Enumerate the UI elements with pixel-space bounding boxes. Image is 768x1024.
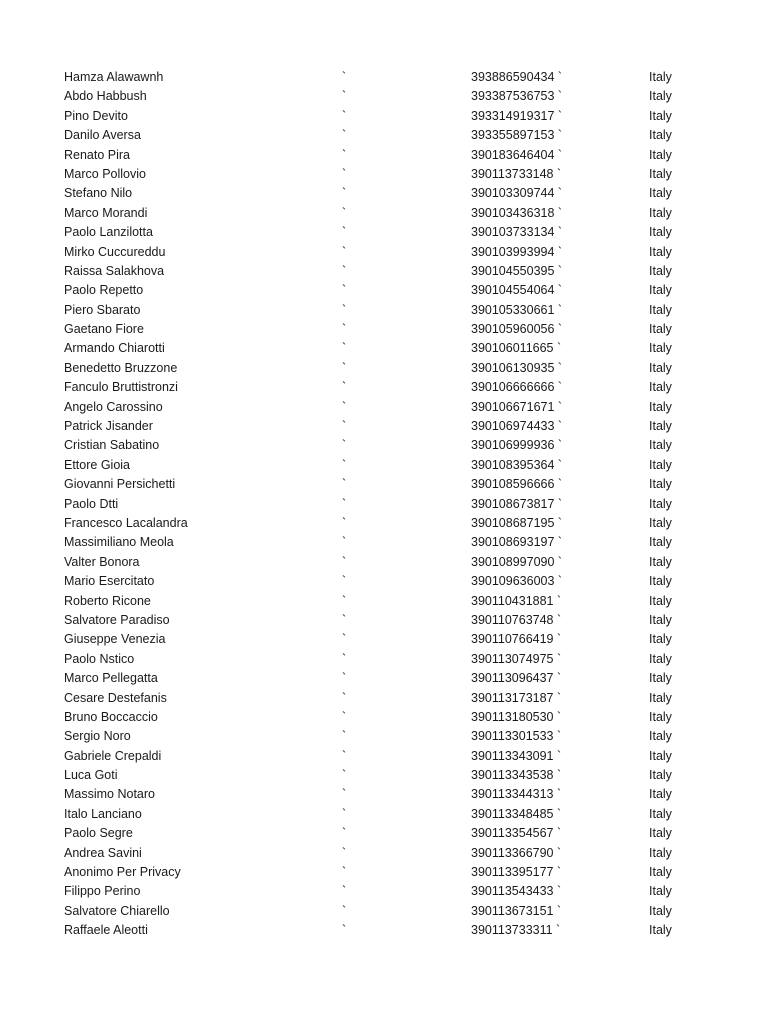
country: Italy <box>649 302 672 317</box>
country: Italy <box>649 806 672 821</box>
list-item <box>0 184 768 203</box>
contact-name: Paolo Dtti <box>64 496 119 511</box>
contact-name: Paolo Segre <box>64 826 133 841</box>
list-item <box>0 339 768 358</box>
list-item <box>0 727 768 746</box>
contact-name: Bruno Boccaccio <box>64 709 158 724</box>
phone-number: 390104550395 ` <box>471 263 563 278</box>
phone-number: 390113673151 ` <box>471 903 562 918</box>
separator-mark: ` <box>342 419 347 434</box>
separator-mark: ` <box>342 826 347 841</box>
phone-number: 390113733311 ` <box>471 923 561 938</box>
phone-number: 390113543433 ` <box>471 884 562 899</box>
contact-name: Raissa Salakhova <box>64 263 165 278</box>
separator-mark: ` <box>342 108 347 123</box>
phone-number: 393886590434 ` <box>471 70 563 84</box>
contact-name: Hamza Alawawnh <box>64 70 164 84</box>
country: Italy <box>649 186 672 201</box>
contact-name: Marco Pollovio <box>64 166 146 181</box>
list-item <box>0 863 768 882</box>
list-item <box>0 456 768 475</box>
contact-name: Ettore Gioia <box>64 457 131 472</box>
contact-name: Danilo Aversa <box>64 128 141 143</box>
list-item <box>0 301 768 320</box>
country: Italy <box>649 535 672 550</box>
phone-number: 390108673817 ` <box>471 496 563 511</box>
separator-mark: ` <box>342 865 347 880</box>
country: Italy <box>649 89 672 104</box>
country: Italy <box>649 865 672 880</box>
list-item <box>0 805 768 824</box>
separator-mark: ` <box>342 263 347 278</box>
list-item <box>0 475 768 494</box>
country: Italy <box>649 70 672 84</box>
country: Italy <box>649 574 672 589</box>
phone-number: 390103436318 ` <box>471 205 563 220</box>
separator-mark: ` <box>342 768 347 783</box>
country: Italy <box>649 457 672 472</box>
list-item <box>0 204 768 223</box>
country: Italy <box>649 748 672 763</box>
contact-name: Massimo Notaro <box>64 787 155 802</box>
contact-name: Italo Lanciano <box>64 806 142 821</box>
separator-mark: ` <box>342 923 347 938</box>
country: Italy <box>649 729 672 744</box>
phone-number: 390108997090 ` <box>471 554 563 569</box>
phone-number: 390106666666 ` <box>471 380 563 395</box>
list-item <box>0 766 768 785</box>
list-item <box>0 68 768 87</box>
contact-list <box>0 68 768 941</box>
country: Italy <box>649 845 672 860</box>
list-item <box>0 378 768 397</box>
separator-mark: ` <box>342 787 347 802</box>
list-item <box>0 824 768 843</box>
separator-mark: ` <box>342 147 347 162</box>
list-item <box>0 107 768 126</box>
contact-name: Paolo Repetto <box>64 283 144 298</box>
phone-number: 390113733148 ` <box>471 166 562 181</box>
country: Italy <box>649 225 672 240</box>
country: Italy <box>649 263 672 278</box>
list-item <box>0 262 768 281</box>
country: Italy <box>649 651 672 666</box>
phone-number: 390106999936 ` <box>471 438 563 453</box>
phone-number: 390113348485 ` <box>471 806 562 821</box>
country: Italy <box>649 283 672 298</box>
separator-mark: ` <box>342 360 347 375</box>
separator-mark: ` <box>342 166 347 181</box>
separator-mark: ` <box>342 593 347 608</box>
separator-mark: ` <box>342 748 347 763</box>
contact-name: Pino Devito <box>64 108 128 123</box>
separator-mark: ` <box>342 535 347 550</box>
contact-name: Sergio Noro <box>64 729 131 744</box>
separator-mark: ` <box>342 283 347 298</box>
separator-mark: ` <box>342 671 347 686</box>
list-item <box>0 281 768 300</box>
list-item <box>0 223 768 242</box>
contact-name: Benedetto Bruzzone <box>64 360 178 375</box>
separator-mark: ` <box>342 515 347 530</box>
contact-name: Raffaele Aleotti <box>64 923 148 938</box>
separator-mark: ` <box>342 70 347 84</box>
phone-number: 390113096437 ` <box>471 671 562 686</box>
phone-number: 393314919317 ` <box>471 108 563 123</box>
country: Italy <box>649 438 672 453</box>
list-item <box>0 669 768 688</box>
country: Italy <box>649 128 672 143</box>
country: Italy <box>649 884 672 899</box>
contact-name: Luca Goti <box>64 768 118 783</box>
phone-number: 390113173187 ` <box>471 690 562 705</box>
list-item <box>0 533 768 552</box>
phone-number: 390105960056 ` <box>471 322 563 337</box>
separator-mark: ` <box>342 128 347 143</box>
phone-number: 390113344313 ` <box>471 787 562 802</box>
phone-number: 390183646404 ` <box>471 147 563 162</box>
country: Italy <box>649 147 672 162</box>
separator-mark: ` <box>342 632 347 647</box>
contact-name: Paolo Lanzilotta <box>64 225 153 240</box>
phone-number: 390108395364 ` <box>471 457 563 472</box>
phone-number: 390113301533 ` <box>471 729 562 744</box>
contact-name: Salvatore Chiarello <box>64 903 170 918</box>
contact-name: Giuseppe Venezia <box>64 632 166 647</box>
country: Italy <box>649 244 672 259</box>
phone-number: 393355897153 ` <box>471 128 563 143</box>
phone-number: 390113366790 ` <box>471 845 562 860</box>
contact-name: Piero Sbarato <box>64 302 141 317</box>
list-item <box>0 87 768 106</box>
phone-number: 390113074975 ` <box>471 651 562 666</box>
separator-mark: ` <box>342 884 347 899</box>
contact-name: Cesare Destefanis <box>64 690 167 705</box>
contact-name: Armando Chiarotti <box>64 341 165 356</box>
separator-mark: ` <box>342 709 347 724</box>
list-item <box>0 902 768 921</box>
contact-name: Valter Bonora <box>64 554 140 569</box>
country: Italy <box>649 768 672 783</box>
phone-number: 390106671671 ` <box>471 399 563 414</box>
contact-name: Mirko Cuccureddu <box>64 244 166 259</box>
country: Italy <box>649 341 672 356</box>
list-item <box>0 921 768 940</box>
phone-number: 390108693197 ` <box>471 535 563 550</box>
list-item <box>0 708 768 727</box>
list-item <box>0 495 768 514</box>
separator-mark: ` <box>342 457 347 472</box>
phone-number: 390108596666 ` <box>471 477 563 492</box>
list-item <box>0 882 768 901</box>
contact-name: Filippo Perino <box>64 884 141 899</box>
contact-name: Salvatore Paradiso <box>64 612 170 627</box>
separator-mark: ` <box>342 244 347 259</box>
separator-mark: ` <box>342 496 347 511</box>
country: Italy <box>649 380 672 395</box>
contact-name: Massimiliano Meola <box>64 535 174 550</box>
separator-mark: ` <box>342 806 347 821</box>
country: Italy <box>649 632 672 647</box>
phone-number: 390110431881 ` <box>471 593 562 608</box>
country: Italy <box>649 166 672 181</box>
list-item <box>0 398 768 417</box>
contact-name: Gaetano Fiore <box>64 322 144 337</box>
contact-name: Mario Esercitato <box>64 574 155 589</box>
list-item <box>0 630 768 649</box>
country: Italy <box>649 419 672 434</box>
country: Italy <box>649 360 672 375</box>
country: Italy <box>649 826 672 841</box>
separator-mark: ` <box>342 322 347 337</box>
list-item <box>0 417 768 436</box>
phone-number: 390110763748 ` <box>471 612 562 627</box>
separator-mark: ` <box>342 574 347 589</box>
separator-mark: ` <box>342 380 347 395</box>
separator-mark: ` <box>342 477 347 492</box>
list-item <box>0 592 768 611</box>
contact-name: Anonimo Per Privacy <box>64 865 181 880</box>
separator-mark: ` <box>342 89 347 104</box>
list-item <box>0 689 768 708</box>
country: Italy <box>649 554 672 569</box>
country: Italy <box>649 205 672 220</box>
separator-mark: ` <box>342 302 347 317</box>
list-item <box>0 165 768 184</box>
separator-mark: ` <box>342 205 347 220</box>
phone-number: 390110766419 ` <box>471 632 562 647</box>
country: Italy <box>649 787 672 802</box>
phone-number: 390109636003 ` <box>471 574 563 589</box>
separator-mark: ` <box>342 341 347 356</box>
country: Italy <box>649 399 672 414</box>
country: Italy <box>649 690 672 705</box>
list-item <box>0 359 768 378</box>
list-item <box>0 650 768 669</box>
list-item <box>0 747 768 766</box>
list-item <box>0 126 768 145</box>
list-item <box>0 243 768 262</box>
separator-mark: ` <box>342 438 347 453</box>
separator-mark: ` <box>342 903 347 918</box>
country: Italy <box>649 496 672 511</box>
separator-mark: ` <box>342 225 347 240</box>
phone-number: 390104554064 ` <box>471 283 563 298</box>
country: Italy <box>649 903 672 918</box>
separator-mark: ` <box>342 729 347 744</box>
contact-name: Patrick Jisander <box>64 419 153 434</box>
contact-name: Marco Morandi <box>64 205 148 220</box>
separator-mark: ` <box>342 651 347 666</box>
phone-number: 390103733134 ` <box>471 225 563 240</box>
contact-name: Marco Pellegatta <box>64 671 158 686</box>
list-item <box>0 553 768 572</box>
contact-name: Angelo Carossino <box>64 399 163 414</box>
country: Italy <box>649 671 672 686</box>
phone-number: 390113395177 ` <box>471 865 562 880</box>
separator-mark: ` <box>342 612 347 627</box>
list-item <box>0 320 768 339</box>
separator-mark: ` <box>342 554 347 569</box>
list-item <box>0 844 768 863</box>
phone-number: 393387536753 ` <box>471 89 563 104</box>
phone-number: 390108687195 ` <box>471 515 563 530</box>
list-item <box>0 785 768 804</box>
phone-number: 390103309744 ` <box>471 186 563 201</box>
contact-name: Cristian Sabatino <box>64 438 160 453</box>
country: Italy <box>649 322 672 337</box>
contact-name: Stefano Nilo <box>64 186 133 201</box>
contact-name: Francesco Lacalandra <box>64 515 188 530</box>
phone-number: 390113343538 ` <box>471 768 562 783</box>
country: Italy <box>649 709 672 724</box>
phone-number: 390113354567 ` <box>471 826 562 841</box>
contact-name: Gabriele Crepaldi <box>64 748 162 763</box>
separator-mark: ` <box>342 399 347 414</box>
phone-number: 390106974433 ` <box>471 419 563 434</box>
country: Italy <box>649 593 672 608</box>
contact-name: Andrea Savini <box>64 845 142 860</box>
list-item <box>0 572 768 591</box>
phone-number: 390106130935 ` <box>471 360 563 375</box>
separator-mark: ` <box>342 690 347 705</box>
contact-name: Paolo Nstico <box>64 651 135 666</box>
phone-number: 390106011665 ` <box>471 341 562 356</box>
phone-number: 390105330661 ` <box>471 302 563 317</box>
separator-mark: ` <box>342 845 347 860</box>
country: Italy <box>649 923 672 938</box>
list-item <box>0 611 768 630</box>
contact-name: Roberto Ricone <box>64 593 151 608</box>
contact-name: Giovanni Persichetti <box>64 477 176 492</box>
phone-number: 390113343091 ` <box>471 748 562 763</box>
list-item <box>0 146 768 165</box>
contact-name: Fanculo Bruttistronzi <box>64 380 178 395</box>
phone-number: 390103993994 ` <box>471 244 563 259</box>
list-item <box>0 514 768 533</box>
separator-mark: ` <box>342 186 347 201</box>
phone-number: 390113180530 ` <box>471 709 562 724</box>
country: Italy <box>649 108 672 123</box>
contact-name: Abdo Habbush <box>64 89 147 104</box>
contact-name: Renato Pira <box>64 147 131 162</box>
country: Italy <box>649 612 672 627</box>
country: Italy <box>649 477 672 492</box>
country: Italy <box>649 515 672 530</box>
list-item <box>0 436 768 455</box>
